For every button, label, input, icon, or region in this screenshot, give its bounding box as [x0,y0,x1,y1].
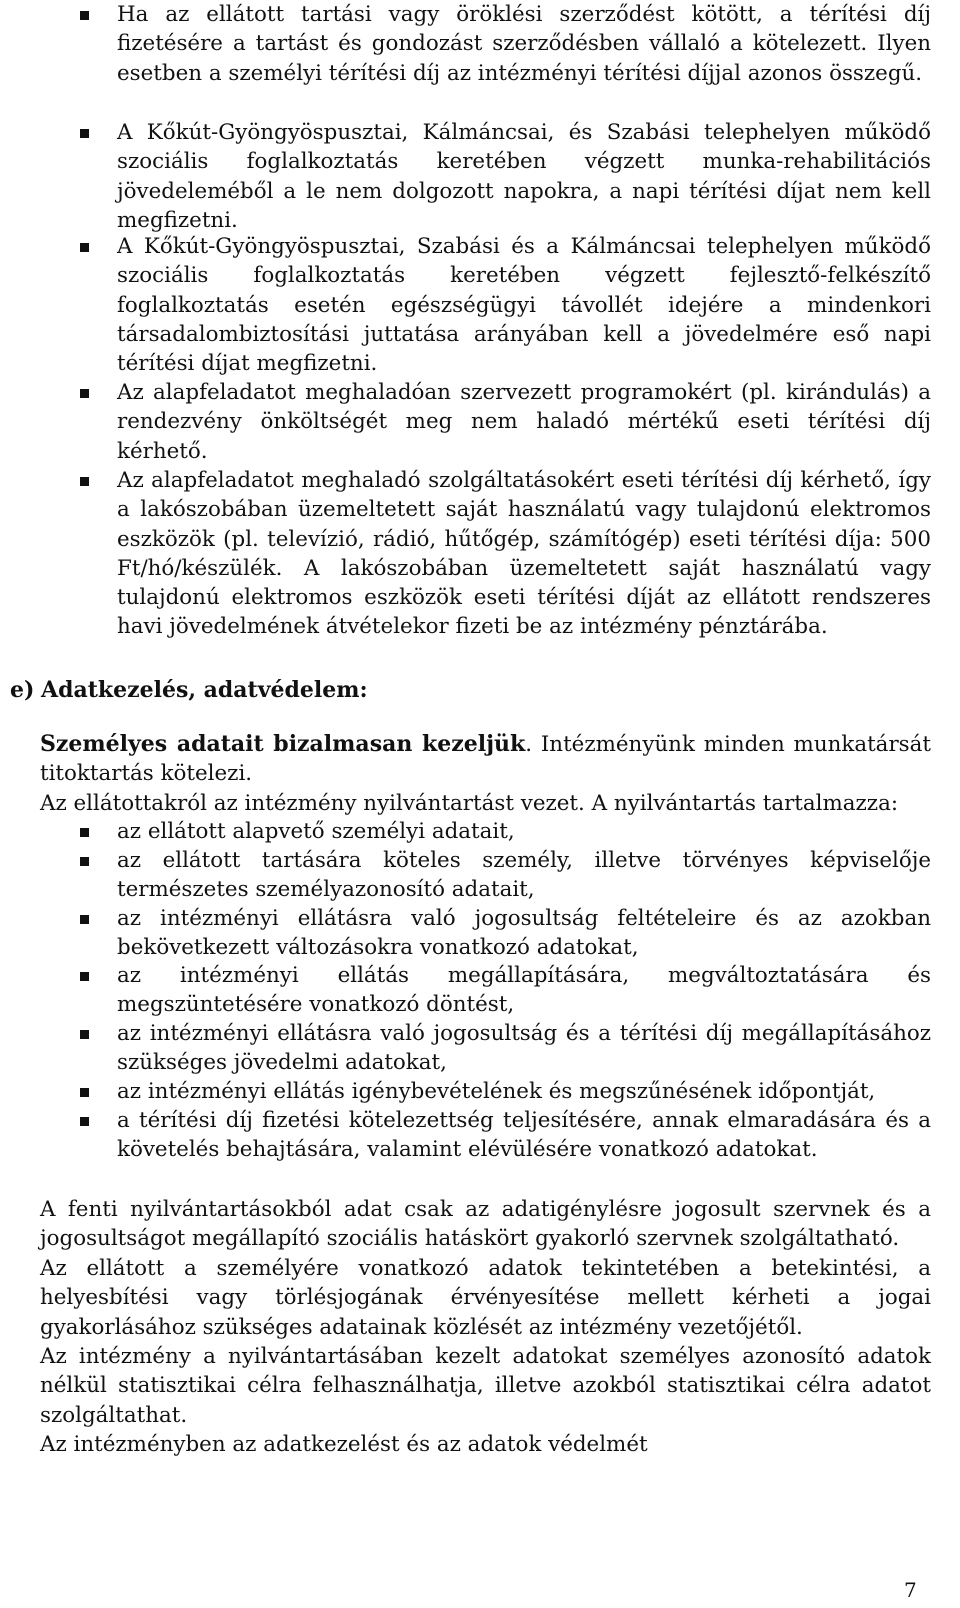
bullet-marker [80,129,89,138]
bullet-marker [80,477,89,486]
bullet-marker [80,11,89,20]
bullet-marker [80,857,89,866]
bullet-marker [80,1117,89,1126]
bullet-marker [80,915,89,924]
list-item: Az alapfeladatot meghaladóan szervezett programokért (pl. kirándulás) a rendezvény önköltségét meg nem haladó mértékű eseti térítési díj kérhető. [117,380,931,464]
list-item: az intézményi ellátás igénybevételének és megszűnésének időpontját, [117,1079,876,1104]
bullet-marker [80,243,89,252]
body-paragraph: A fenti nyilvántartásokból adat csak az adatigénylésre jogosult szervnek és a jogosultságot megállapító szociális hatáskört gyakorló szervnek szolgáltatható. [40,1197,931,1252]
lead-paragraph [40,730,931,789]
section-heading [10,675,368,705]
lead-bold-text: Személyes adatait bizalmasan kezeljük [40,731,526,757]
section-title: Adatkezelés, adatvédelem: [41,677,368,703]
bullet-marker [80,389,89,398]
list-item: az intézményi ellátásra való jogosultság feltételeire és az azokban bekövetkezett változásokra vonatkozó adatokat, [117,906,931,961]
bullet-marker [80,1088,89,1097]
bullet-marker [80,1030,89,1039]
list-item: az ellátott alapvető személyi adatait, [117,819,515,844]
lead-rest-text: . Intézményünk minden munkatársát titoktartás kötelezi. [40,732,931,787]
section-letter: e) [10,677,35,703]
list-item: az intézményi ellátás megállapítására, megváltoztatására és megszüntetésére vonatkozó döntést, [117,963,931,1018]
list-item: Az alapfeladatot meghaladó szolgáltatásokért eseti térítési díj kérhető, így a lakószobában üzemeltetett saját használatú vagy tulajdonú elektromos eszközök (pl. televízió, rádió, hűtőgép, számítógép) eseti térítési díja: 500 Ft/hó/készülék. A lakószobában üzemeltetett saját használatú vagy tulajdonú elektromos eszközök eseti térítési díját az ellátott rendszeres havi jövedelmének átvételekor fizeti be az intézmény pénztárába. [117,468,931,640]
body-paragraph: Az intézményben az adatkezelést és az adatok védelmét [40,1432,648,1457]
register-intro: Az ellátottakról az intézmény nyilvántartást vezet. A nyilvántartás tartalmazza: [40,791,899,816]
list-item: az intézményi ellátásra való jogosultság és a térítési díj megállapításához szükséges jövedelmi adatokat, [117,1021,931,1076]
list-item: Ha az ellátott tartási vagy öröklési szerződést kötött, a térítési díj fizetésére a tartást és gondozást szerződésben vállaló a kötelezett. Ilyen esetben a személyi térítési díj az intézményi térítési díjjal azonos összegű. [117,2,931,86]
list-item: A Kőkút-Gyöngyöspusztai, Szabási és a Kálmáncsai telephelyen működő szociális foglalkoztatás keretében végzett fejlesztő-felkészítő foglalkoztatás esetén egészségügyi távollét idejére a mindenkori társadalombiztosítási juttatása arányában kell a jövedelmére eső napi térítési díjat megfizetni. [117,234,931,377]
list-item: az ellátott tartására köteles személy, illetve törvényes képviselője természetes személyazonosító adatait, [117,848,931,903]
body-paragraph: Az ellátott a személyére vonatkozó adatok tekintetében a betekintési, a helyesbítési vagy törlésjogának érvényesítése mellett kérheti a jogai gyakorlásához szükséges adatainak közlését az intézmény vezetőjétől. [40,1256,931,1340]
bullet-marker [80,828,89,837]
body-paragraph: Az intézmény a nyilvántartásában kezelt adatokat személyes azonosító adatok nélkül statisztikai célra felhasználhatja, illetve azokból statisztikai célra adatot szolgáltathat. [40,1344,931,1428]
bullet-marker [80,972,89,981]
list-item: a térítési díj fizetési kötelezettség teljesítésére, annak elmaradására és a követelés behajtására, valamint elévülésére vonatkozó adatokat. [117,1108,931,1163]
list-item: A Kőkút-Gyöngyöspusztai, Kálmáncsai, és Szabási telephelyen működő szociális foglalkoztatás keretében végzett munka-rehabilitációs jövedeleméből a le nem dolgozott napokra, a napi térítési díjat nem kell megfizetni. [117,120,931,233]
page-number: 7 [904,1578,917,1602]
